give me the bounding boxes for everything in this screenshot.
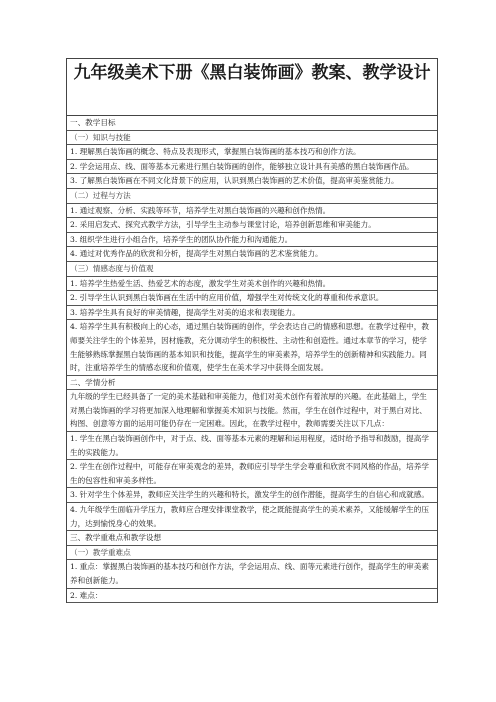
table-row: 2. 引导学生认识到黑白装饰画在生活中的应用价值，增强学生对传统文化的尊重和传承意识。	[67, 291, 437, 306]
table-row: 2. 学会运用点、线、面等基本元素进行黑白装饰画的创作，能够独立设计具有美感的黑白装饰画作品。	[67, 160, 437, 175]
table-row: 2. 采用启发式、探究式教学方法，引导学生主动参与课堂讨论，培养创新思维和审美能力。	[67, 218, 437, 233]
document-title: 九年级美术下册《黑白装饰画》教案、教学设计	[67, 59, 437, 116]
subsection-heading: （一）教学重难点	[67, 546, 437, 561]
table-row: 2. 学生在创作过程中，可能存在审美观念的差异，教师应引导学生学会尊重和欣赏不同风格的作品，培养学生的包容性和审美多样性。	[67, 460, 437, 488]
subsection-heading: （一）知识与技能	[67, 131, 437, 146]
table-row: 1. 通过观察、分析、实践等环节，培养学生对黑白装饰画的兴趣和创作热情。	[67, 204, 437, 219]
table-row: 4. 通过对优秀作品的欣赏和分析，提高学生对黑白装饰画的艺术鉴赏能力。	[67, 247, 437, 262]
table-row: 1. 理解黑白装饰画的概念、特点及表现形式，掌握黑白装饰画的基本技巧和创作方法。	[67, 145, 437, 160]
table-row: 1. 重点：掌握黑白装饰画的基本技巧和创作方法，学会运用点、线、面等元素进行创作，提高学生的审美素养和创新能力。	[67, 560, 437, 588]
table-row: 1. 学生在黑白装饰画创作中，对于点、线、面等基本元素的理解和运用程度，适时给予指导和鼓励，提高学生的实践能力。	[67, 432, 437, 460]
table-row: 3. 培养学生具有良好的审美情趣，提高学生对美的追求和表现能力。	[67, 306, 437, 321]
table-row: 2. 难点：	[67, 589, 437, 604]
table-row: 4. 培养学生具有积极向上的心态，通过黑白装饰画的创作，学会表达自己的情感和思想。在教学过程中，教师要关注学生的个体差异，因材施教，充分调动学生的积极性、主动性和创造性。通过本章节的学习，使学生能够熟练掌握黑白装饰画的基本知识和技能，提高学生的审美素养，培养学生的创新精神和实践能力。同时，注重培养学生的情感态度和价值观，使学生在美术学习中获得全面发展。	[67, 320, 437, 375]
subsection-heading: （二）过程与方法	[67, 189, 437, 204]
table-row: 3. 了解黑白装饰画在不同文化背景下的应用，认识到黑白装饰画的艺术价值，提高审美鉴赏能力。	[67, 174, 437, 189]
section-heading: 二、学情分析	[67, 376, 437, 391]
subsection-heading: （三）情感态度与价值观	[67, 262, 437, 277]
table-body	[67, 116, 437, 603]
table-row: 3. 针对学生个体差异，教师应关注学生的兴趣和特长，激发学生的创作潜能，提高学生的自信心和成就感。	[67, 488, 437, 503]
table-row: 3. 组织学生进行小组合作，培养学生的团队协作能力和沟通能力。	[67, 233, 437, 248]
section-heading: 三、教学重难点和教学设想	[67, 531, 437, 546]
section-heading: 一、教学目标	[67, 116, 437, 131]
lesson-plan-table	[66, 58, 438, 603]
table-row: 1. 培养学生热爱生活、热爱艺术的态度，激发学生对美术创作的兴趣和热情。	[67, 277, 437, 292]
table-row: 九年级的学生已经具备了一定的美术基础和审美能力，他们对美术创作有着浓厚的兴趣。在此基础上，学生对黑白装饰画的学习将更加深入地理解和掌握美术知识与技能。然而，学生在创作过程中，对于黑白对比、构图、创意等方面的运用可能仍存在一定困难。因此，在教学过程中，教师需要关注以下几点：	[67, 390, 437, 432]
table-row: 4. 九年级学生面临升学压力，教师应合理安排课堂教学，使之既能提高学生的美术素养，又能缓解学生的压力，达到愉悦身心的效果。	[67, 503, 437, 531]
